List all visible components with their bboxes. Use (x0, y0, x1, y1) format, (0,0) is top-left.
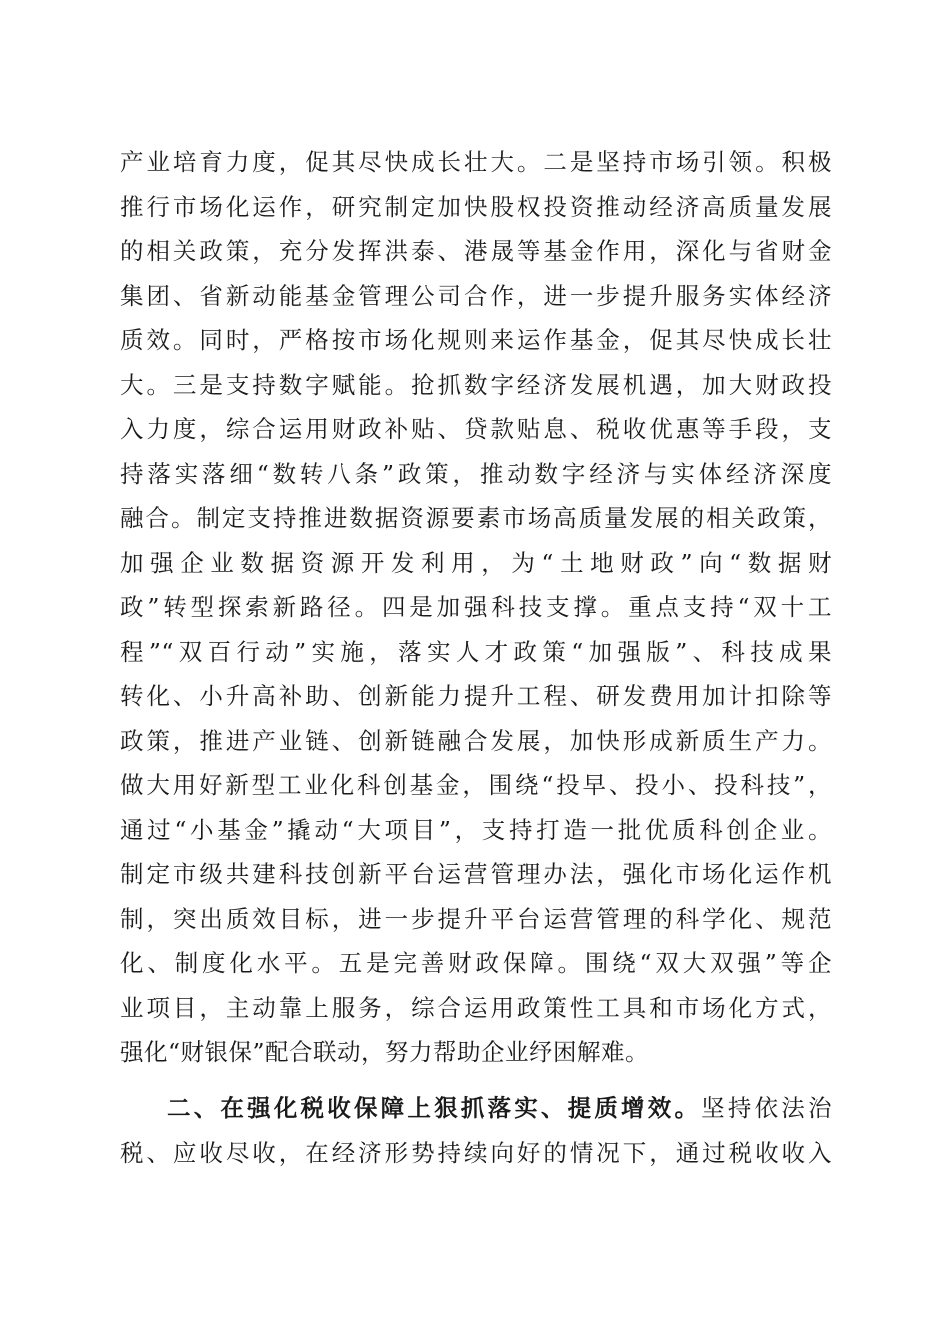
text-line: 政”转型探索新路径。四是加强科技支撑。重点支持“双十工 (120, 593, 832, 621)
text-line: 质效。同时，严格按市场化规则来运作基金，促其尽快成长壮 (120, 326, 832, 354)
text-line: 强化“财银保”配合联动，努力帮助企业纾困解难。 (120, 1038, 650, 1066)
text-line: 入力度，综合运用财政补贴、贷款贴息、税收优惠等手段，支 (120, 415, 832, 443)
text-line: 税、应收尽收，在经济形势持续向好的情况下，通过税收收入 (120, 1138, 832, 1167)
text-line: 持落实落细“数转八条”政策，推动数字经济与实体经济深度 (120, 459, 832, 488)
text-line: 业项目，主动靠上服务，综合运用政策性工具和市场化方式， (120, 993, 832, 1022)
text-line: 通过“小基金”撬动“大项目”，支持打造一批优质科创企业。 (120, 815, 832, 844)
text-line: 产业培育力度，促其尽快成长壮大。二是坚持市场引领。积极 (120, 148, 832, 176)
text-line: 制定市级共建科技创新平台运营管理办法，强化市场化运作机 (120, 860, 832, 888)
section-paragraph (120, 1086, 832, 1175)
text-line: 政策，推进产业链、创新链融合发展，加快形成新质生产力。 (120, 726, 832, 755)
text-line: 集团、省新动能基金管理公司合作，进一步提升服务实体经济 (120, 281, 832, 310)
text-line: 做大用好新型工业化科创基金，围绕“投早、投小、投科技”， (120, 771, 832, 799)
text-line: 融合。制定支持推进数据资源要素市场高质量发展的相关政策， (120, 504, 832, 532)
text-line: 转化、小升高补助、创新能力提升工程、研发费用加计扣除等 (120, 682, 832, 710)
section-first-line (120, 1086, 832, 1131)
section-text: 坚持依法治 (701, 1094, 833, 1122)
text-line: 大。三是支持数字赋能。抢抓数字经济发展机遇，加大财政投 (120, 370, 832, 399)
paragraph-body (120, 140, 832, 1075)
text-line: 程”“双百行动”实施，落实人才政策“加强版”、科技成果 (120, 637, 832, 666)
section-heading: 二、在强化税收保障上狠抓落实、提质增效。 (167, 1094, 702, 1122)
text-line: 的相关政策，充分发挥洪泰、港晟等基金作用，深化与省财金 (120, 237, 832, 265)
text-line: 推行市场化运作，研究制定加快股权投资推动经济高质量发展 (120, 192, 832, 221)
text-line: 加强企业数据资源开发利用，为“土地财政”向“数据财 (120, 548, 832, 577)
text-line: 制，突出质效目标，进一步提升平台运营管理的科学化、规范 (120, 904, 832, 933)
text-line: 化、制度化水平。五是完善财政保障。围绕“双大双强”等企 (120, 949, 832, 977)
